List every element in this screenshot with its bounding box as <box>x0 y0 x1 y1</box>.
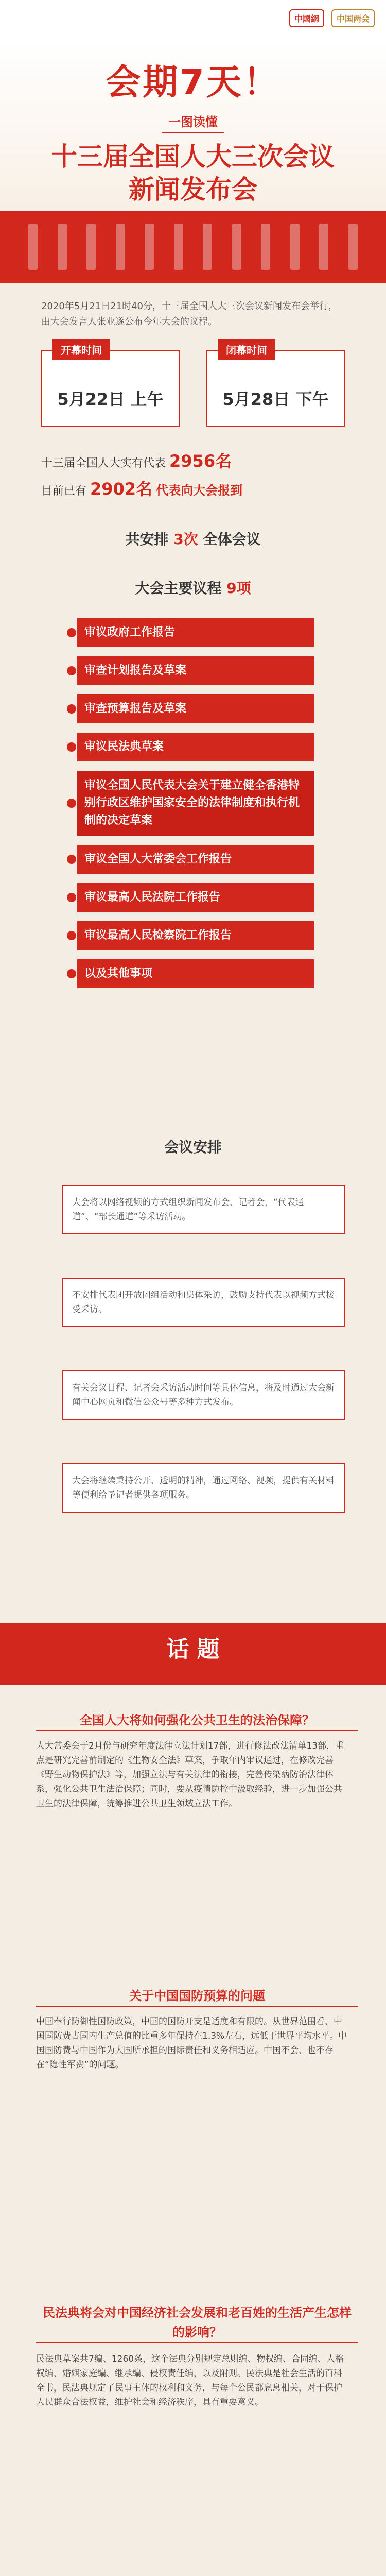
closing-date-value: 5月28日 下午 <box>222 389 329 409</box>
column-5 <box>145 224 154 270</box>
deputy-total <box>41 448 345 472</box>
session-count <box>41 528 345 549</box>
opening-date-card <box>41 344 180 427</box>
column-8 <box>232 224 241 270</box>
agenda-title-prefix: 大会主要议程 <box>135 580 222 597</box>
deputy-present-prefix: 目前已有 <box>41 485 87 498</box>
title-area <box>0 41 386 216</box>
deputy-stats <box>41 448 345 504</box>
logo-lianghui[interactable]: 中国两会 <box>331 9 375 27</box>
closing-date-card <box>206 344 345 427</box>
column-2 <box>58 224 67 270</box>
column-4 <box>116 224 125 270</box>
date-cards <box>41 344 345 427</box>
logo-china-net[interactable]: 中國網 <box>289 9 324 27</box>
opening-date-value: 5月22日 上午 <box>57 389 164 409</box>
agenda-item-6: 审议全国人大常委会工作报告 <box>77 845 314 874</box>
event-title <box>0 140 386 206</box>
intro-text: 2020年5月21日21时40分，十三届全国人大三次会议新闻发布会举行，由大会发言人张业遂公布今年大会的议程。 <box>41 301 338 327</box>
agenda-item-9: 以及其他事项 <box>77 959 314 988</box>
topic-question-1: 全国人大将如何强化公共卫生的法治保障？ <box>36 1710 358 1731</box>
topic-question-2: 关于中国国防预算的问题 <box>36 1986 358 2007</box>
agenda-title-number: 9项 <box>226 580 251 597</box>
arrangement-item-1: 大会将以网络视频的方式组织新闻发布会、记者会，“代表通道”、“部长通道”等采访活动。 <box>62 1185 345 1234</box>
topic-answer-1: 人大常委会于2月份与研究年度法律立法计划17部，进行修法改法清单13部，重点是研究完善前制定的《生物安全法》草案，争取年内审议通过，在修改完善《野生动物保护法》等，加强立法与有关法律的衔接，完善传染病防治法律体系，强化公共卫生法治保障；同时，要从疫情防控中汲取经验，进一步加强公共卫生的法律保障，统筹推进公共卫生领域立法工作。 <box>36 1741 344 1809</box>
arrangement-title: 会议安排 <box>164 1139 222 1156</box>
event-title-line-2: 新闻发布会 <box>129 175 257 205</box>
column-7 <box>203 224 212 270</box>
deputy-present-suffix: 代表向大会报到 <box>156 483 243 498</box>
great-hall-illustration <box>0 211 386 283</box>
column-12 <box>348 224 358 270</box>
agenda-list <box>77 618 314 997</box>
arrangement-item-2: 不安排代表团开放团组活动和集体采访，鼓励支持代表以视频方式接受采访。 <box>62 1278 345 1327</box>
topics-title: 话 题 <box>166 1636 220 1663</box>
deputy-total-number: 2956名 <box>169 451 232 471</box>
main-title: 会期7天！ <box>106 62 280 103</box>
agenda-item-2: 审查计划报告及草案 <box>77 656 314 685</box>
session-count-number: 3次 <box>173 531 198 548</box>
agenda-title <box>41 577 345 598</box>
deputy-present <box>41 476 345 500</box>
header-logos <box>289 9 375 27</box>
column-1 <box>28 224 38 270</box>
closing-date-label: 闭幕时间 <box>218 339 275 360</box>
session-count-suffix: 全体会议 <box>203 531 261 548</box>
topic-answer-2: 中国奉行防御性国防政策，中国的国防开支是适度和有限的。从世界范围看，中国国防费占国内生产总值的比重多年保持在1.3%左右，远低于世界平均水平。中国国防费与中国作为大国所承担的国际责任和义务相适应。中国不会、也不存在“隐性军费”的问题。 <box>36 2016 347 2070</box>
agenda-item-1: 审议政府工作报告 <box>77 618 314 647</box>
agenda-item-8: 审议最高人民检察院工作报告 <box>77 921 314 950</box>
deputy-total-label: 十三届全国人大实有代表 <box>41 457 166 470</box>
building-columns <box>28 224 358 270</box>
topic-question-3: 民法典将会对中国经济社会发展和老百姓的生活产生怎样的影响？ <box>36 2303 358 2343</box>
opening-date-label: 开幕时间 <box>52 339 110 360</box>
header <box>0 0 386 43</box>
sub-title: 一图读懂 <box>162 110 224 133</box>
column-9 <box>261 224 270 270</box>
deputy-present-number: 2902名 <box>90 479 153 499</box>
column-6 <box>174 224 183 270</box>
arrangement-item-3: 有关会议日程、记者会采访活动时间等具体信息，将及时通过大会新闻中心网页和微信公众号等多种方式发布。 <box>62 1370 345 1420</box>
agenda-item-5: 审议全国人民代表大会关于建立健全香港特别行政区维护国家安全的法律制度和执行机制的决定草案 <box>77 771 314 836</box>
agenda-item-7: 审议最高人民法院工作报告 <box>77 883 314 912</box>
column-3 <box>86 224 96 270</box>
agenda-item-3: 审查预算报告及草案 <box>77 694 314 723</box>
event-title-line-1: 十三届全国人大三次会议 <box>51 142 335 172</box>
column-10 <box>290 224 300 270</box>
column-11 <box>319 224 328 270</box>
arrangement-item-4: 大会将继续秉持公开、透明的精神，通过网络、视频，提供有关材料等便利给予记者提供各项服务。 <box>62 1463 345 1513</box>
agenda-item-4: 审议民法典草案 <box>77 733 314 761</box>
session-count-prefix: 共安排 <box>125 531 169 548</box>
topic-answer-3: 民法典草案共7编、1260条，这个法典分别规定总则编、物权编、合同编、人格权编、婚姻家庭编、继承编、侵权责任编，以及附则。民法典是社会生活的百科全书，民法典规定了民事主体的权利和义务，与每个公民都息息相关，对于保护人民群众合法权益，维护社会和经济秩序，具有重要意义。 <box>36 2354 344 2408</box>
